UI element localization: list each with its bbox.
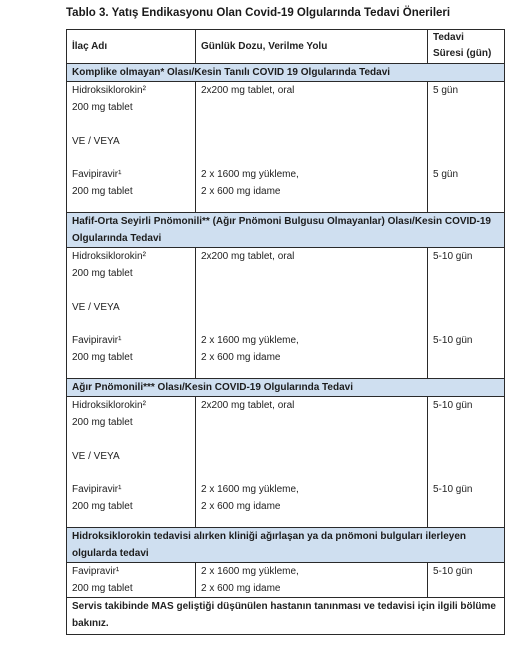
duration-cell [428, 563, 505, 598]
table-title: Tablo 3. Yatış Endikasyonu Olan Covid-19 Olgularında Tedavi Önerileri [66, 7, 451, 19]
duration-cell [428, 82, 505, 213]
duration-text: 5-10 gün [433, 335, 473, 346]
header-duration [428, 30, 505, 64]
duration-text: 5 gün [433, 85, 459, 96]
header-drug: İlaç Adı [67, 30, 196, 64]
drug-cell [67, 397, 196, 528]
drug-form: 200 mg tablet [72, 501, 133, 512]
section-heading: Hafif-Orta Seyirli Pnömonili** (Ağır Pnömoni Bulgusu Olmayanlar) Olası/Kesin COVID-19 Olgularında Tedavi [67, 213, 505, 248]
dose-text: 2x200 mg tablet, oral [201, 251, 295, 262]
treatment-table [66, 29, 505, 635]
drug-form: 200 mg tablet [72, 186, 133, 197]
table-footer-note: Servis takibinde MAS geliştiği düşünülen hastanın tanınması ve tedavisi için ilgili bölüme bakınız. [67, 598, 505, 635]
dose-cell [196, 563, 428, 598]
dose-cell [196, 248, 428, 379]
section-heading-row [67, 528, 505, 563]
drug-name: Hidroksiklorokin² [72, 85, 146, 96]
dose-text: 2 x 1600 mg yükleme, [201, 335, 299, 346]
dose-text: 2 x 600 mg idame [201, 501, 281, 512]
drug-form: 200 mg tablet [72, 417, 133, 428]
section-heading: Hidroksiklorokin tedavisi alırken kliniği ağırlaşan ya da pnömoni bulguları ilerleyen olgularda tedavi [67, 528, 505, 563]
section-heading-row [67, 64, 505, 82]
dose-text: 2 x 1600 mg yükleme, [201, 484, 299, 495]
connector-text: VE / VEYA [72, 136, 120, 147]
drug-cell [67, 248, 196, 379]
dose-cell [196, 397, 428, 528]
drug-row [67, 82, 505, 213]
table-footer-row [67, 598, 505, 635]
drug-name: Favipiravir¹ [72, 335, 122, 346]
dose-text: 2 x 600 mg idame [201, 186, 281, 197]
dose-text: 2 x 1600 mg yükleme, [201, 566, 299, 577]
drug-name: Favipiravir¹ [72, 169, 122, 180]
drug-form: 200 mg tablet [72, 352, 133, 363]
drug-row [67, 248, 505, 379]
dose-text: 2 x 600 mg idame [201, 583, 281, 594]
drug-name: Favipiravir¹ [72, 484, 122, 495]
drug-cell [67, 563, 196, 598]
header-duration-line2: Süresi (gün) [433, 48, 492, 59]
drug-form: 200 mg tablet [72, 268, 133, 279]
dose-text: 2 x 1600 mg yükleme, [201, 169, 299, 180]
drug-form: 200 mg tablet [72, 102, 133, 113]
header-dose: Günlük Dozu, Verilme Yolu [196, 30, 428, 64]
dose-text: 2 x 600 mg idame [201, 352, 281, 363]
duration-text: 5-10 gün [433, 400, 473, 411]
dose-cell [196, 82, 428, 213]
section-heading: Komplike olmayan* Olası/Kesin Tanılı COVID 19 Olgularında Tedavi [67, 64, 505, 82]
drug-name: Hidroksiklorokin² [72, 400, 146, 411]
duration-text: 5-10 gün [433, 251, 473, 262]
section-heading-row [67, 379, 505, 397]
dose-text: 2x200 mg tablet, oral [201, 400, 295, 411]
dose-text: 2x200 mg tablet, oral [201, 85, 295, 96]
duration-text: 5-10 gün [433, 566, 473, 577]
connector-text: VE / VEYA [72, 302, 120, 313]
section-heading: Ağır Pnömonili*** Olası/Kesin COVID-19 Olgularında Tedavi [67, 379, 505, 397]
drug-form: 200 mg tablet [72, 583, 133, 594]
duration-cell [428, 248, 505, 379]
drug-name: Hidroksiklorokin² [72, 251, 146, 262]
table-header-row [67, 30, 505, 64]
drug-name: Favipravir¹ [72, 566, 120, 577]
section-heading-row [67, 213, 505, 248]
connector-text: VE / VEYA [72, 451, 120, 462]
drug-row [67, 397, 505, 528]
header-duration-line1: Tedavi [433, 32, 464, 43]
drug-row [67, 563, 505, 598]
duration-text: 5 gün [433, 169, 459, 180]
duration-text: 5-10 gün [433, 484, 473, 495]
duration-cell [428, 397, 505, 528]
drug-cell [67, 82, 196, 213]
